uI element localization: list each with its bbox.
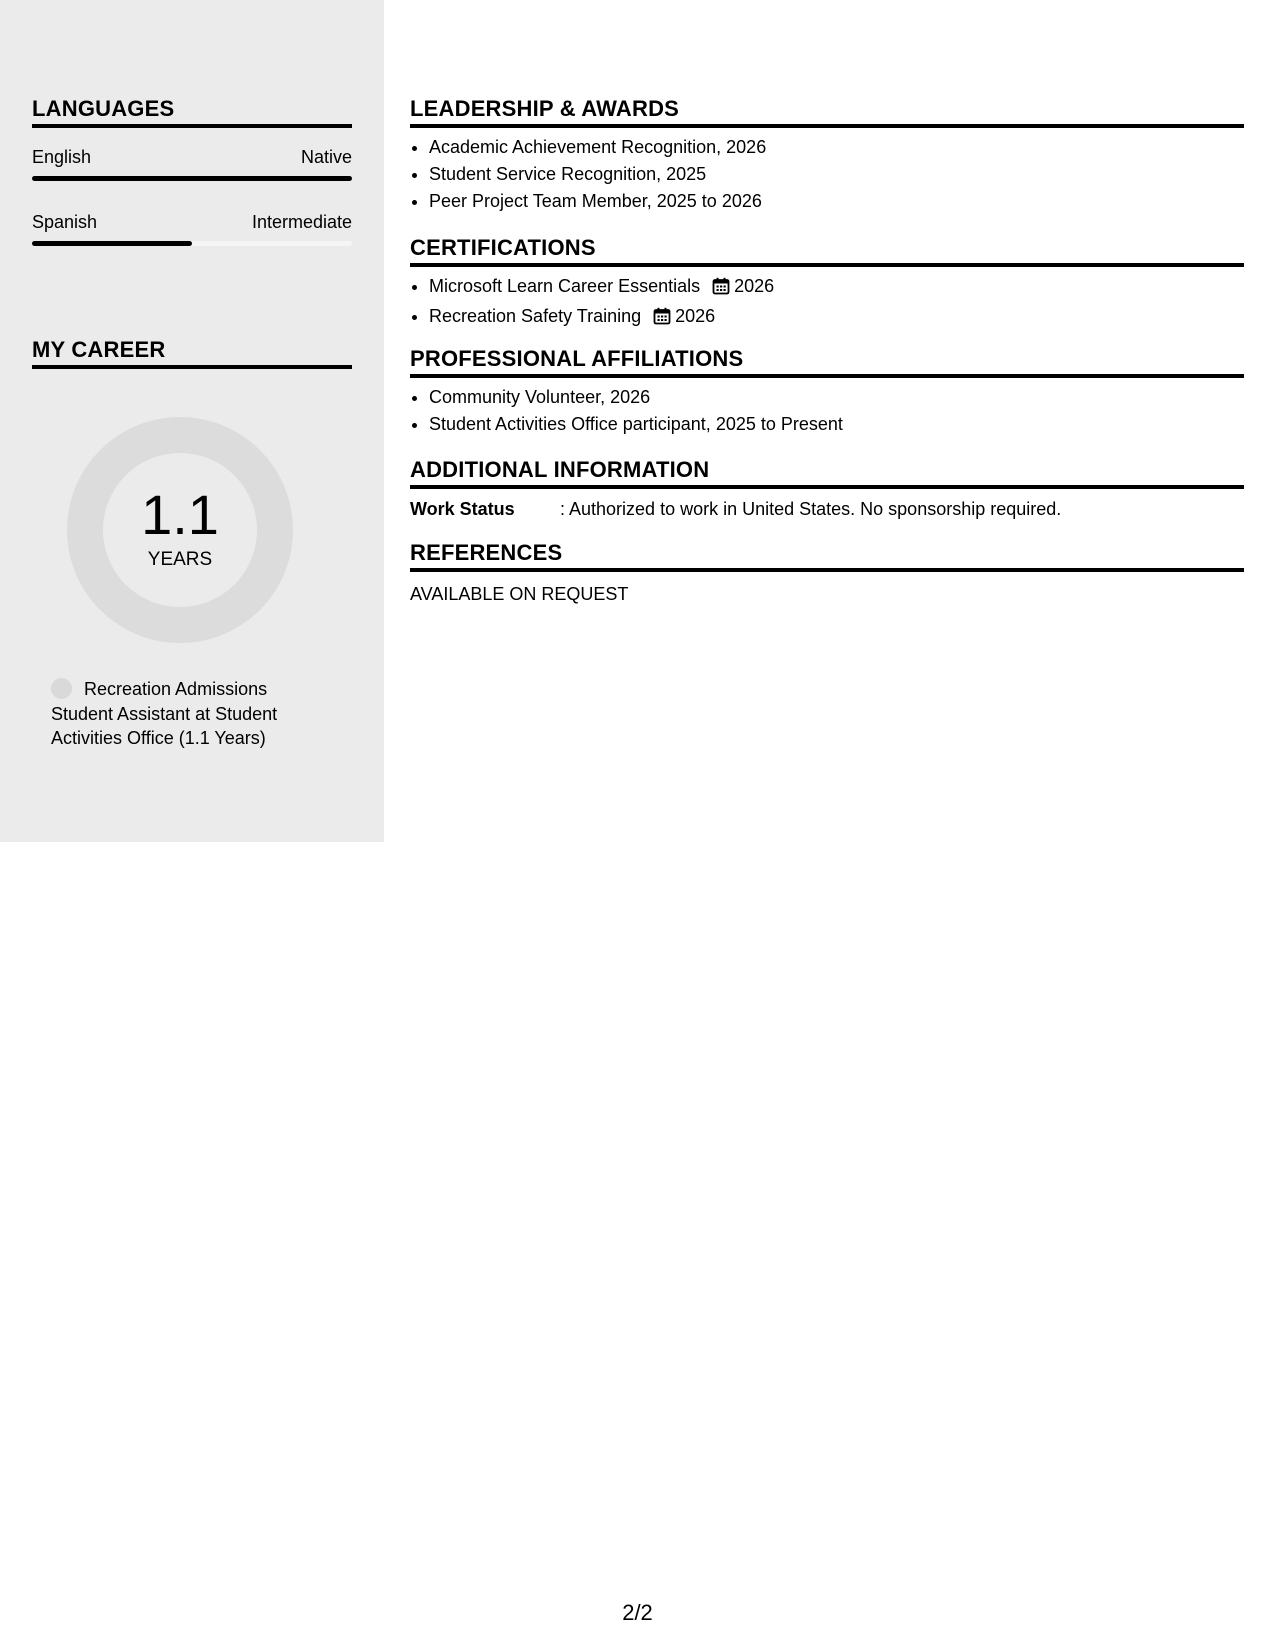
career-legend-item <box>51 677 311 751</box>
certifications-section <box>410 232 1244 333</box>
leadership-heading: LEADERSHIP & AWARDS <box>410 93 1244 128</box>
affiliations-section <box>410 343 1244 438</box>
career-legend-label: Recreation Admissions Student Assistant at Student Activities Office (1.1 Years) <box>51 679 278 748</box>
language-name: English <box>32 147 92 167</box>
list-item: • Peer Project Team Member, 2025 to 2026 <box>429 188 1244 215</box>
certification-name: Recreation Safety Training <box>429 306 642 326</box>
calendar-icon <box>653 306 671 333</box>
work-status-value: : Authorized to work in United States. No sponsorship required. <box>560 499 1062 519</box>
language-proficiency-fill <box>32 176 352 181</box>
certification-name: Microsoft Learn Career Essentials <box>429 276 701 296</box>
references-heading: REFERENCES <box>410 537 1244 572</box>
leadership-section <box>410 93 1244 215</box>
calendar-icon <box>712 276 730 303</box>
sidebar <box>0 0 384 842</box>
list-item <box>429 273 1244 303</box>
work-status-row <box>410 497 1244 521</box>
affiliations-heading: PROFESSIONAL AFFILIATIONS <box>410 343 1244 378</box>
language-proficiency-bar <box>32 176 352 181</box>
language-item-spanish <box>32 211 352 246</box>
references-section <box>410 537 1244 606</box>
list-item: • Academic Achievement Recognition, 2026 <box>429 134 1244 161</box>
list-item: • Community Volunteer, 2026 <box>429 384 1244 411</box>
certifications-list <box>410 273 1244 333</box>
certifications-heading: CERTIFICATIONS <box>410 232 1244 267</box>
career-total-value: 1.1 <box>141 483 219 546</box>
career-donut-chart <box>67 417 293 643</box>
languages-heading: LANGUAGES <box>32 93 352 128</box>
language-name: Spanish <box>32 212 98 232</box>
affiliations-list <box>410 384 1244 438</box>
legend-dot-icon <box>51 678 72 699</box>
language-proficiency-bar <box>32 241 352 246</box>
language-level: Intermediate <box>251 212 352 232</box>
language-item-english <box>32 146 352 181</box>
list-item <box>429 303 1244 333</box>
career-section <box>32 334 352 369</box>
career-total-unit: YEARS <box>147 549 213 570</box>
certification-year: 2026 <box>734 276 775 296</box>
languages-section <box>32 93 352 246</box>
additional-info-heading: ADDITIONAL INFORMATION <box>410 454 1244 489</box>
work-status-label: Work Status <box>410 499 515 519</box>
leadership-list <box>410 134 1244 215</box>
page-number: 2/2 <box>622 1600 653 1625</box>
references-text: AVAILABLE ON REQUEST <box>410 584 629 604</box>
certification-year: 2026 <box>675 306 716 326</box>
language-level: Native <box>300 147 352 167</box>
list-item: • Student Activities Office participant, 2025 to Present <box>429 411 1244 438</box>
career-heading: MY CAREER <box>32 334 352 369</box>
list-item: • Student Service Recognition, 2025 <box>429 161 1244 188</box>
additional-info-section <box>410 454 1244 521</box>
language-proficiency-fill <box>32 241 192 246</box>
